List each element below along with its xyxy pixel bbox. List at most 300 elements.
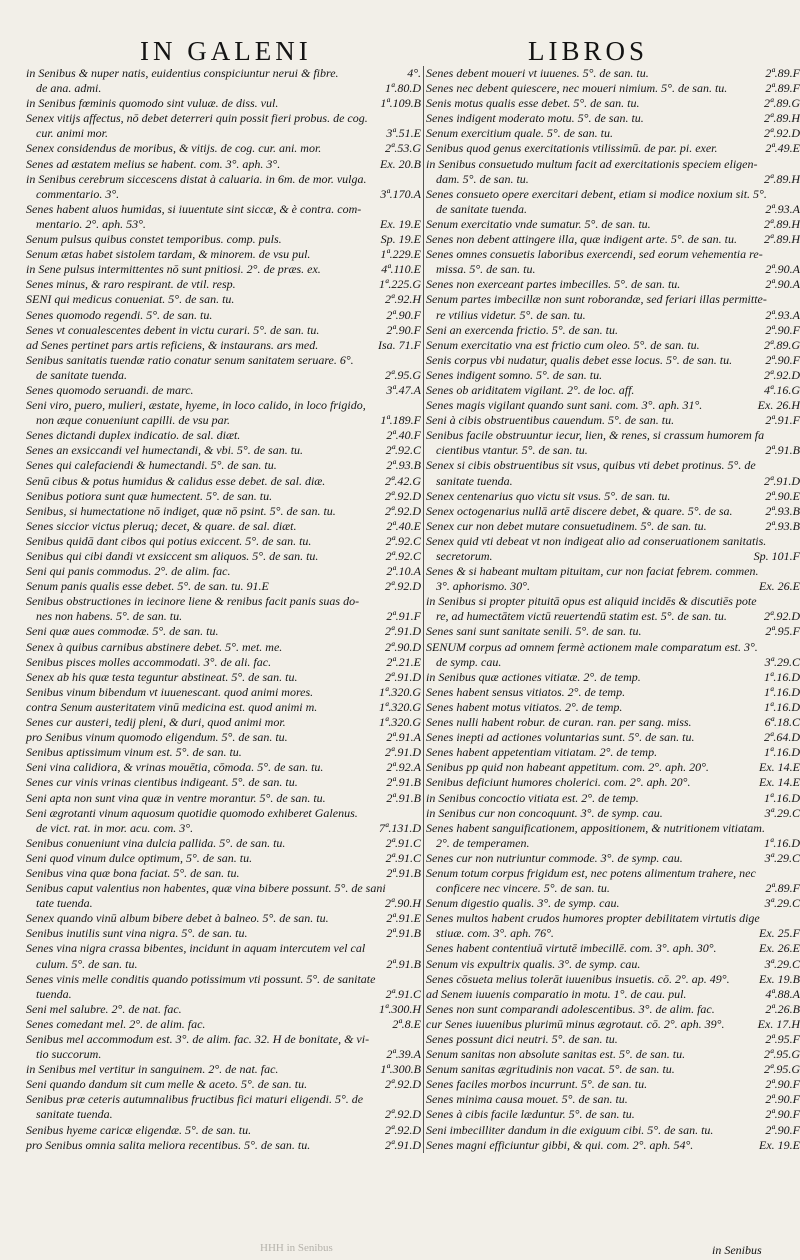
index-entry bbox=[26, 896, 423, 911]
entry-text: Senes comedant mel. 2°. de alim. fac. bbox=[26, 1016, 206, 1031]
entry-reference: 2ª.91.B bbox=[386, 790, 421, 805]
index-entry bbox=[26, 217, 423, 232]
index-entry bbox=[426, 579, 800, 594]
index-entry bbox=[26, 1002, 423, 1017]
index-entry bbox=[26, 775, 423, 790]
entry-reference: Ex. 26.H bbox=[757, 398, 800, 413]
entry-text: stiuæ. com. 3°. aph. 76°. bbox=[436, 926, 554, 941]
index-entry bbox=[426, 518, 800, 534]
entry-reference: 3ª.170.A bbox=[380, 186, 421, 201]
entry-text: Senum sanitas non absolute sanitas est. 5°. de san. tu. bbox=[426, 1047, 686, 1062]
entry-text: Seni quæ aues commodæ. 5°. de san. tu. bbox=[26, 624, 219, 639]
index-entry bbox=[426, 1001, 800, 1017]
index-entry bbox=[26, 81, 423, 96]
index-entry bbox=[26, 443, 423, 458]
index-entry bbox=[26, 760, 423, 775]
entry-text: Senes non exerceant partes imbecilles. 5°. de san. tu. bbox=[426, 277, 681, 292]
entry-reference: 2ª.91.D bbox=[385, 745, 421, 760]
entry-text: Senes à cibis facile læduntur. 5°. de san. tu. bbox=[426, 1107, 635, 1122]
entry-text: SENUM corpus ad omnem fermè actionem male comparatum est. 3°. bbox=[426, 639, 758, 654]
entry-reference: 2ª.91.C bbox=[385, 986, 421, 1001]
index-entry bbox=[426, 1016, 800, 1032]
entry-reference: 1ª.320.G bbox=[379, 699, 421, 714]
entry-reference: 1ª.16.D bbox=[764, 835, 800, 850]
entry-reference: 2ª.93.B bbox=[386, 458, 421, 473]
entry-reference: 2ª.92.D bbox=[385, 488, 421, 503]
index-entry bbox=[26, 383, 423, 398]
entry-text: Senes an exsiccandi vel humectandi, & vbi. 5°. de san. tu. bbox=[26, 443, 304, 458]
entry-reference: 2ª.21.E bbox=[386, 654, 421, 669]
index-entry bbox=[26, 308, 423, 323]
index-entry bbox=[26, 1138, 423, 1153]
entry-text: Seni qui panis commodus. 2°. de alim. fac. bbox=[26, 564, 231, 579]
entry-text: Senibus quidā dant cibos qui potius exiccent. 5°. de san. tu. bbox=[26, 533, 312, 548]
entry-reference: 1ª.16.D bbox=[764, 745, 800, 760]
index-entry bbox=[26, 609, 423, 624]
index-entry bbox=[426, 956, 800, 972]
entry-text: Senum pulsus quibus constet temporibus. comp. puls. bbox=[26, 232, 282, 247]
index-entry bbox=[26, 111, 423, 126]
entry-reference: 2ª.93.B bbox=[765, 503, 800, 518]
index-entry bbox=[426, 1107, 800, 1122]
entry-reference: 2ª.92.D bbox=[385, 503, 421, 518]
header-right-title: LIBROS bbox=[528, 36, 649, 66]
entry-text: de vict. rat. in mor. acu. com. 3°. bbox=[36, 820, 194, 835]
entry-text: in Senibus consuetudo multum facit ad exercitationis speciem eligen- bbox=[426, 156, 758, 171]
entry-text: Senibus aptissimum vinum est. 5°. de san. tu. bbox=[26, 745, 242, 760]
entry-reference: 2ª.90.F bbox=[765, 1077, 800, 1092]
index-entry bbox=[426, 609, 800, 624]
entry-text: Senis motus qualis esse debet. 5°. de san. tu. bbox=[426, 96, 640, 111]
index-entry bbox=[426, 398, 800, 413]
entry-text: in Senibus cerebrum siccescens distat à caluaria. in 6m. de mor. vulga. bbox=[26, 171, 367, 186]
index-entry bbox=[426, 262, 800, 277]
entry-text: Senes habent appetentiam vitiatam. 2°. de temp. bbox=[426, 745, 658, 760]
entry-reference: 2ª.95.F bbox=[765, 624, 800, 639]
entry-reference: 1ª.300.B bbox=[380, 1062, 421, 1077]
entry-reference: Ex. 20.B bbox=[380, 156, 421, 171]
entry-text: Senum totum corpus frigidum est, nec potens alimentum trahere, nec bbox=[426, 865, 756, 880]
index-entry bbox=[426, 624, 800, 639]
index-entry bbox=[426, 1077, 800, 1092]
index-entry bbox=[426, 1137, 800, 1153]
index-entry bbox=[26, 458, 423, 473]
entry-text: conficere nec vincere. 5°. de san. tu. bbox=[436, 881, 610, 896]
entry-reference: 2ª.40.F bbox=[386, 428, 421, 443]
entry-text: Seni viro, puero, mulieri, æstate, hyeme, in loco calido, in loco frigido, bbox=[26, 398, 366, 413]
entry-reference: 3ª.29.C bbox=[764, 805, 800, 820]
index-entry bbox=[426, 699, 800, 715]
index-entry bbox=[26, 836, 423, 851]
entry-text: in Senibus & nuper natis, euidentius conspiciuntur nerui & fibre. bbox=[26, 66, 339, 80]
entry-reference: 1ª.16.D bbox=[764, 699, 800, 714]
entry-reference: 2ª.95.G bbox=[764, 1047, 800, 1062]
entry-text: de sanitate tuenda. bbox=[436, 201, 527, 216]
index-entry bbox=[26, 564, 423, 579]
entry-text: Senes vt conualescentes debent in victu curari. 5°. de san. tu. bbox=[26, 322, 320, 337]
index-entry bbox=[26, 292, 423, 307]
entry-reference: 2ª.91.F bbox=[386, 609, 421, 624]
index-entry bbox=[426, 307, 800, 323]
entry-reference: 2ª.91.B bbox=[386, 775, 421, 790]
entry-text: tuenda. bbox=[36, 986, 72, 1001]
entry-text: cientibus vtantur. 5°. de san. tu. bbox=[436, 443, 588, 458]
index-entry bbox=[426, 232, 800, 247]
entry-reference: 6ª.18.C bbox=[764, 715, 800, 730]
index-entry bbox=[426, 1032, 800, 1047]
index-entry bbox=[26, 1017, 423, 1032]
entry-text: Senibus vina quæ bona faciat. 5°. de san. tu. bbox=[26, 865, 240, 880]
index-entry bbox=[26, 957, 423, 972]
index-entry bbox=[426, 986, 800, 1002]
entry-reference: 2ª.39.A bbox=[386, 1047, 421, 1062]
index-entry bbox=[26, 1062, 423, 1077]
entry-reference: 2ª.90.E bbox=[765, 488, 800, 503]
entry-text: de symp. cau. bbox=[436, 654, 502, 669]
entry-reference: 2ª.89.H bbox=[764, 171, 800, 186]
entry-reference: 3ª.51.E bbox=[386, 126, 421, 141]
index-entry bbox=[426, 382, 800, 398]
entry-text: secretorum. bbox=[436, 549, 493, 563]
index-entry bbox=[426, 654, 800, 670]
index-column-left bbox=[26, 66, 424, 1153]
entry-reference: 1ª.300.H bbox=[379, 1001, 421, 1016]
entry-text: Senibus facile obstruuntur iecur, lien, & renes, si crassum humorem fa bbox=[426, 428, 765, 443]
entry-text: Seni an exercenda frictio. 5°. de san. tu. bbox=[426, 322, 618, 337]
index-entry bbox=[426, 835, 800, 851]
entry-reference: Ex. 19.B bbox=[759, 971, 800, 986]
entry-reference: 2ª.91.A bbox=[386, 730, 421, 745]
entry-reference: Ex. 19.E bbox=[380, 216, 421, 231]
entry-reference: 3ª.29.C bbox=[764, 850, 800, 865]
entry-reference: 4ª.110.E bbox=[381, 262, 421, 277]
index-entry bbox=[426, 715, 800, 730]
entry-text: Senes habent contentiuā virtutē imbecillē. com. 3°. aph. 30°. bbox=[426, 941, 717, 956]
entry-text: de sanitate tuenda. bbox=[36, 367, 127, 382]
index-entry bbox=[26, 791, 423, 806]
index-entry bbox=[26, 232, 423, 247]
entry-reference: 2ª.90.F bbox=[765, 322, 800, 337]
entry-text: Seni à cibis obstruentibus cauendum. 5°. de san. tu. bbox=[426, 413, 675, 428]
entry-text: re vtilius videtur. 5°. de san. tu. bbox=[436, 307, 586, 322]
entry-reference: 3ª.29.C bbox=[764, 956, 800, 971]
index-entry bbox=[426, 81, 800, 96]
entry-text: Senes possunt dici neutri. 5°. de san. tu. bbox=[426, 1032, 618, 1046]
entry-text: Senes cur vinis vrinas cientibus indigeant. 5°. de san. tu. bbox=[26, 775, 298, 790]
index-entry bbox=[26, 474, 423, 489]
index-entry bbox=[26, 1123, 423, 1138]
index-entry bbox=[26, 172, 423, 187]
entry-text: Senū cibus & potus humidus & calidus esse debet. de sal. diæ. bbox=[26, 473, 326, 488]
entry-text: pro Senibus omnia salita meliora recentibus. 5°. de san. tu. bbox=[26, 1137, 311, 1152]
entry-text: Senis corpus vbi nudatur, qualis debet esse locus. 5°. de san. tu. bbox=[426, 352, 733, 367]
entry-text: Senes habent sanguificationem, appositionem, & nutritionem vitiatam. bbox=[426, 820, 765, 835]
index-entry bbox=[26, 685, 423, 700]
entry-text: in Senibus quæ actiones vitiatæ. 2°. de temp. bbox=[426, 669, 641, 684]
entry-reference: 1ª.80.D bbox=[385, 81, 421, 96]
index-entry bbox=[426, 201, 800, 217]
entry-text: Seni imbecilliter dandum in die exiguum cibi. 5°. de san. tu. bbox=[426, 1122, 714, 1137]
entry-reference: 7ª.131.D bbox=[379, 820, 421, 835]
entry-text: Senes faciles morbos incurrunt. 5°. de san. tu. bbox=[426, 1077, 648, 1092]
entry-text: Senibus hyeme caricæ eligendæ. 5°. de san. tu. bbox=[26, 1122, 252, 1137]
entry-reference: 4ª.16.G bbox=[764, 382, 800, 397]
index-entry bbox=[26, 247, 423, 262]
index-entry bbox=[426, 292, 770, 307]
entry-text: in Senibus mel vertitur in sanguinem. 2°. de nat. fac. bbox=[26, 1062, 279, 1077]
entry-reference: 2ª.92.C bbox=[385, 533, 421, 548]
index-entry bbox=[26, 715, 423, 730]
entry-reference: 2ª.91.E bbox=[386, 911, 421, 926]
entry-reference: 2ª.91.D bbox=[764, 473, 800, 488]
entry-text: Senex centenarius quo victu sit vsus. 5°. de san. tu. bbox=[426, 488, 671, 503]
entry-reference: 1ª.16.D bbox=[764, 669, 800, 684]
entry-reference: 2ª.90.A bbox=[765, 277, 800, 292]
entry-reference: 2ª.91.F bbox=[765, 413, 800, 428]
index-entry bbox=[26, 428, 423, 443]
index-entry bbox=[426, 911, 770, 926]
entry-text: ad Senes pertinet pars artis reficiens, & instaurans. ars med. bbox=[26, 337, 319, 352]
entry-reference: Sp. 19.E bbox=[380, 232, 421, 247]
entry-text: Senibus caput valentius non habentes, quæ vina bibere possunt. 5°. de sani bbox=[26, 881, 386, 896]
entry-text: Senex octogenarius nullā artē discere debet, & quare. 5°. de sa. bbox=[426, 503, 733, 518]
entry-reference: 2ª.10.A bbox=[386, 564, 421, 579]
entry-reference: 2ª.95.F bbox=[765, 1032, 800, 1046]
index-entry bbox=[426, 473, 800, 489]
entry-text: Senibus mel accommodum est. 3°. de alim. fac. 32. H de bonitate, & vi- bbox=[26, 1032, 370, 1046]
index-entry bbox=[26, 277, 423, 292]
entry-text: Senes omnes consuetis laboribus exercendi, sed eorum vehementia re- bbox=[426, 247, 763, 262]
index-entry bbox=[426, 488, 800, 504]
entry-text: culum. 5°. de san. tu. bbox=[36, 956, 138, 971]
entry-reference: 2ª.89.H bbox=[764, 216, 800, 231]
entry-reference: 2ª.92.D bbox=[385, 1107, 421, 1122]
entry-reference: 2ª.89.F bbox=[765, 66, 800, 80]
entry-reference: 2ª.91.B bbox=[765, 443, 800, 458]
entry-reference: Ex. 14.E bbox=[759, 760, 800, 775]
index-entry bbox=[26, 398, 423, 413]
entry-text: Senes ad æstatem melius se habent. com. 3°. aph. 3°. bbox=[26, 156, 281, 171]
entry-text: Senex à quibus carnibus abstinere debet. 5°. met. me. bbox=[26, 639, 283, 654]
entry-text: Senes nec debent quiescere, nec moueri nimium. 5°. de san. tu. bbox=[426, 81, 728, 96]
index-entry bbox=[26, 866, 423, 881]
index-entry bbox=[426, 926, 800, 941]
index-entry bbox=[426, 66, 800, 81]
entry-text: Senibus pisces molles accommodati. 3°. de ali. fac. bbox=[26, 654, 272, 669]
entry-reference: 2ª.93.A bbox=[765, 201, 800, 216]
entry-text: Senex si cibis obstruentibus sit vsus, quibus vti debet protinus. 5°. de bbox=[426, 458, 756, 473]
entry-text: Senes magis vigilant quando sunt sani. com. 3°. aph. 31°. bbox=[426, 398, 703, 413]
entry-text: Senum vis expultrix qualis. 3°. de symp. cau. bbox=[426, 956, 641, 971]
entry-text: Senes quomodo regendi. 5°. de san. tu. bbox=[26, 307, 213, 322]
index-entry bbox=[426, 187, 770, 202]
index-entry bbox=[426, 503, 800, 519]
entry-text: Senes ob ariditatem vigilant. 2°. de loc. aff. bbox=[426, 382, 635, 397]
entry-reference: 2ª.49.E bbox=[765, 141, 800, 156]
entry-reference: 1ª.16.D bbox=[764, 790, 800, 805]
entry-reference: 2ª.91.C bbox=[385, 850, 421, 865]
entry-text: Seni quod vinum dulce optimum, 5°. de san. tu. bbox=[26, 850, 253, 865]
index-entry bbox=[426, 126, 800, 141]
entry-text: Senum ætas habet sistolem tardam, & minorem. de vsu pul. bbox=[26, 247, 311, 262]
index-entry bbox=[26, 941, 423, 956]
entry-text: Seni apta non sunt vina quæ in ventre morantur. 5°. de san. tu. bbox=[26, 790, 326, 805]
catchword: in Senibus bbox=[712, 1243, 762, 1257]
index-entry bbox=[426, 866, 770, 881]
entry-reference: 2ª.92.H bbox=[385, 292, 421, 307]
index-entry bbox=[26, 745, 423, 760]
entry-text: Senes nulli habent robur. de curan. ran. per sang. miss. bbox=[426, 715, 692, 730]
entry-text: Senes vina nigra crassa bibentes, incidunt in aquam intercutem vel cal bbox=[26, 941, 366, 956]
entry-reference: 2ª.92.A bbox=[386, 760, 421, 775]
entry-reference: 2ª.90.F bbox=[386, 307, 421, 322]
entry-text: 3°. aphorismo. 30°. bbox=[436, 579, 530, 594]
entry-text: contra Senum austeritatem vinū medicina est. quod animi m. bbox=[26, 699, 318, 714]
index-entry bbox=[426, 322, 800, 338]
entry-reference: 1ª.229.E bbox=[380, 247, 421, 262]
entry-text: Senes multos habent crudos humores propter debilitatem virtutis dige bbox=[426, 911, 760, 926]
entry-text: Senibus conueniunt vina dulcia pallida. 5°. de san. tu. bbox=[26, 835, 286, 850]
index-entry bbox=[26, 534, 423, 549]
index-entry bbox=[26, 821, 423, 836]
entry-reference: 2ª.91.C bbox=[385, 835, 421, 850]
index-entry bbox=[426, 1047, 800, 1062]
entry-text: Senibus obstructiones in iecinore liene & renibus facit panis suas do- bbox=[26, 594, 360, 609]
index-entry bbox=[26, 972, 423, 987]
index-entry bbox=[26, 519, 423, 534]
entry-text: commentario. 3°. bbox=[36, 186, 120, 201]
index-entry bbox=[426, 850, 800, 866]
entry-text: Senes habent aluos humidas, si iuuentute sint siccæ, & è contra. com- bbox=[26, 201, 362, 216]
index-entry bbox=[26, 624, 423, 639]
entry-reference: 2ª.89.H bbox=[764, 111, 800, 126]
entry-reference: 2ª.92.D bbox=[764, 367, 800, 382]
entry-reference: 2ª.40.E bbox=[386, 518, 421, 533]
index-entry bbox=[26, 504, 423, 519]
entry-text: mentario. 2°. aph. 53°. bbox=[36, 216, 146, 231]
entry-text: Senes consueto opere exercitari debent, etiam si modice noxium sit. 5°. bbox=[426, 186, 767, 201]
entry-text: in Senibus cur non concoquunt. 3°. de symp. cau. bbox=[426, 805, 663, 820]
header-left-title: IN GALENI bbox=[140, 36, 312, 66]
index-entry bbox=[26, 66, 423, 81]
index-entry bbox=[426, 1062, 800, 1077]
entry-reference: 2ª.90.A bbox=[765, 262, 800, 277]
entry-text: Senes habent sensus vitiatos. 2°. de temp. bbox=[426, 684, 626, 699]
entry-text: Senum digestio qualis. 3°. de symp. cau. bbox=[426, 896, 620, 911]
entry-text: sanitate tuenda. bbox=[436, 473, 513, 488]
entry-text: Senes cōsueta melius tolerāt iuuenibus insuetis. cō. 2°. ap. 49°. bbox=[426, 971, 730, 986]
entry-text: in Sene pulsus intermittentes nō sunt pnitiosi. 2°. de præs. ex. bbox=[26, 262, 321, 277]
index-entry bbox=[26, 157, 423, 172]
entry-text: Senes non debent attingere illa, quæ indigent arte. 5°. de san. tu. bbox=[426, 232, 737, 247]
entry-reference: 2ª.8.E bbox=[392, 1016, 421, 1031]
entry-reference: 2ª.90.D bbox=[385, 639, 421, 654]
entry-reference: 1ª.189.F bbox=[380, 413, 421, 428]
index-entry bbox=[26, 594, 423, 609]
index-entry bbox=[26, 700, 423, 715]
entry-reference: Ex. 19.E bbox=[759, 1137, 800, 1152]
entry-text: cur Senes iuuenibus plurimū minus ægrotaut. cō. 2°. aph. 39°. bbox=[426, 1016, 725, 1031]
entry-reference: 4°. bbox=[407, 66, 421, 80]
entry-text: Senum exercitatio vnde sumatur. 5°. de san. tu. bbox=[426, 216, 651, 231]
index-entry bbox=[426, 881, 800, 896]
entry-reference: 1ª.109.B bbox=[380, 96, 421, 111]
entry-reference: 2ª.92.C bbox=[385, 443, 421, 458]
entry-reference: 2ª.90.F bbox=[765, 1122, 800, 1137]
entry-text: Senibus qui cibi dandi vt exsiccent sm aliquos. 5°. de san. tu. bbox=[26, 549, 319, 563]
entry-text: Senes siccior victus pleruq; decet, & quare. de sal. diæt. bbox=[26, 518, 297, 533]
entry-reference: 4ª.88.A bbox=[765, 986, 800, 1001]
index-entry bbox=[26, 489, 423, 504]
index-entry bbox=[26, 655, 423, 670]
index-entry bbox=[426, 1122, 800, 1138]
entry-text: pro Senibus vinum quomodo eligendum. 5°. de san. tu. bbox=[26, 730, 288, 745]
entry-reference: 2ª.53.G bbox=[385, 141, 421, 156]
index-entry bbox=[426, 1092, 800, 1107]
index-entry bbox=[26, 126, 423, 141]
entry-text: Senibus pp quid non habeant appetitum. com. 2°. aph. 20°. bbox=[426, 760, 709, 775]
index-entry bbox=[426, 821, 770, 836]
entry-reference: 2ª.95.G bbox=[764, 1062, 800, 1077]
index-entry bbox=[26, 202, 423, 217]
entry-text: re, ad humectātem victū reuertendū statim est. 5°. de san. tu. bbox=[436, 609, 727, 624]
entry-text: ad Senem iuuenis comparatio in motu. 1°. de cau. pul. bbox=[426, 986, 687, 1001]
index-entry bbox=[26, 549, 423, 564]
entry-reference: 2ª.91.D bbox=[385, 624, 421, 639]
index-entry bbox=[26, 1032, 423, 1047]
entry-reference: 2ª.89.F bbox=[765, 81, 800, 96]
entry-text: Senex cur non debet mutare consuetudinem. 5°. de san. tu. bbox=[426, 518, 707, 533]
index-entry bbox=[426, 669, 800, 685]
index-entry bbox=[426, 775, 800, 790]
entry-text: Senes sani sunt sanitate senili. 5°. de san. tu. bbox=[426, 624, 642, 639]
entry-reference: Isa. 71.F bbox=[378, 337, 421, 352]
entry-text: in Senibus fœminis quomodo sint vuluæ. de diss. vul. bbox=[26, 96, 279, 111]
entry-text: Senex quando vinū album bibere debet à balneo. 5°. de san. tu. bbox=[26, 911, 329, 926]
entry-reference: 2ª.90.F bbox=[386, 322, 421, 337]
bleed-through-text: HHH in Senibus bbox=[260, 1242, 333, 1254]
entry-text: Senex quid vti debeat vt non indigeat alio ad conseruationem sanitatis. bbox=[426, 533, 767, 548]
entry-text: Senes cur non nutriuntur commode. 3°. de symp. cau. bbox=[426, 850, 683, 865]
entry-reference: 2ª.89.G bbox=[764, 96, 800, 111]
entry-reference: 2ª.92.D bbox=[385, 1122, 421, 1137]
index-entry bbox=[426, 549, 800, 564]
index-entry bbox=[26, 1092, 423, 1107]
entry-reference: Ex. 26.E bbox=[759, 579, 800, 594]
entry-text: Senes minima causa mouet. 5°. de san. tu. bbox=[426, 1092, 628, 1107]
index-entry bbox=[26, 323, 423, 338]
entry-reference: 3ª.29.C bbox=[764, 896, 800, 911]
index-entry bbox=[426, 96, 800, 111]
index-entry bbox=[26, 187, 423, 202]
index-entry bbox=[426, 141, 800, 156]
entry-reference: 1ª.320.G bbox=[379, 715, 421, 730]
index-entry bbox=[426, 277, 800, 292]
entry-text: tate tuenda. bbox=[36, 896, 93, 911]
entry-reference: 2ª.92.D bbox=[385, 579, 421, 594]
entry-text: Senes & si habeant multam pituitam, cur non faciat febrem. commen. bbox=[426, 564, 759, 579]
index-entry bbox=[426, 352, 800, 368]
entry-reference: 2ª.64.D bbox=[764, 730, 800, 745]
entry-text: Senes inepti ad actiones voluntarias sunt. 5°. de san. tu. bbox=[426, 730, 695, 745]
entry-reference: Ex. 14.E bbox=[759, 775, 800, 790]
entry-reference: 1ª.225.G bbox=[379, 277, 421, 292]
entry-text: de ana. admi. bbox=[36, 81, 102, 96]
entry-reference: 2ª.91.B bbox=[386, 956, 421, 971]
index-entry bbox=[426, 443, 800, 458]
index-entry bbox=[426, 458, 770, 473]
entry-reference: 2ª.92.D bbox=[385, 1077, 421, 1092]
